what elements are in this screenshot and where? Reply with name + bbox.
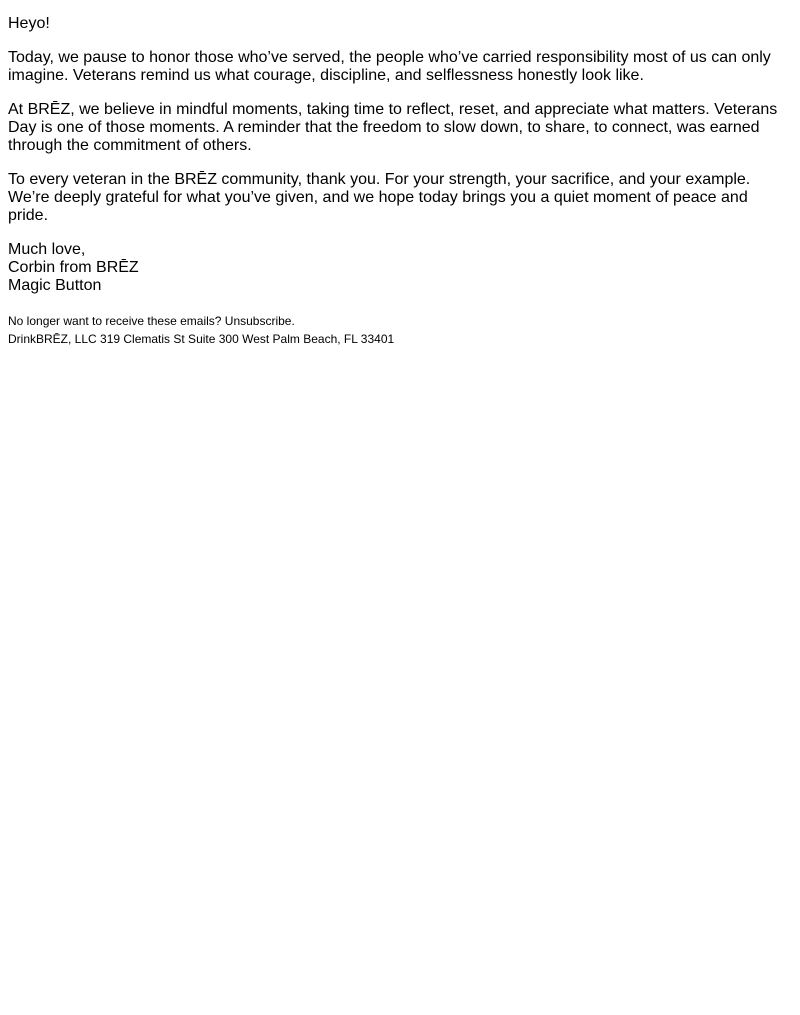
email-paragraph-1 [8,49,792,85]
paragraph-line: imagine. Veterans remind us what courage, discipline, and selflessness honestly look like. [8,67,644,84]
paragraph-line: At BRĒZ, we believe in mindful moments, taking time to reflect, reset, and appreciate what matters. Veterans [8,101,778,118]
email-paragraph-3 [8,171,792,225]
email-greeting: Heyo! [8,15,50,32]
paragraph-line: pride. [8,207,49,224]
email-signature [8,241,792,295]
paragraph-line: Day is one of those moments. A reminder that the freedom to slow down, to share, to connect, was earned [8,119,760,136]
unsubscribe-link[interactable]: Unsubscribe. [224,314,295,328]
email-body [0,15,800,346]
email-paragraph-2 [8,101,792,155]
company-address: DrinkBRĒZ, LLC 319 Clematis St Suite 300 West Palm Beach, FL 33401 [8,332,395,346]
signature-title: Magic Button [8,277,102,294]
unsubscribe-note [8,314,792,328]
signature-closing: Much love, [8,241,86,258]
paragraph-line: We’re deeply grateful for what you’ve given, and we hope today brings you a quiet moment of peace and [8,189,748,206]
paragraph-line: through the commitment of others. [8,137,252,154]
signature-sender: Corbin from BRĒZ [8,259,139,276]
paragraph-line: To every veteran in the BRĒZ community, thank you. For your strength, your sacrifice, and your example. [8,171,751,188]
paragraph-line: Today, we pause to honor those who’ve served, the people who’ve carried responsibility most of us can only [8,49,771,66]
unsubscribe-prompt: No longer want to receive these emails? [8,314,225,328]
